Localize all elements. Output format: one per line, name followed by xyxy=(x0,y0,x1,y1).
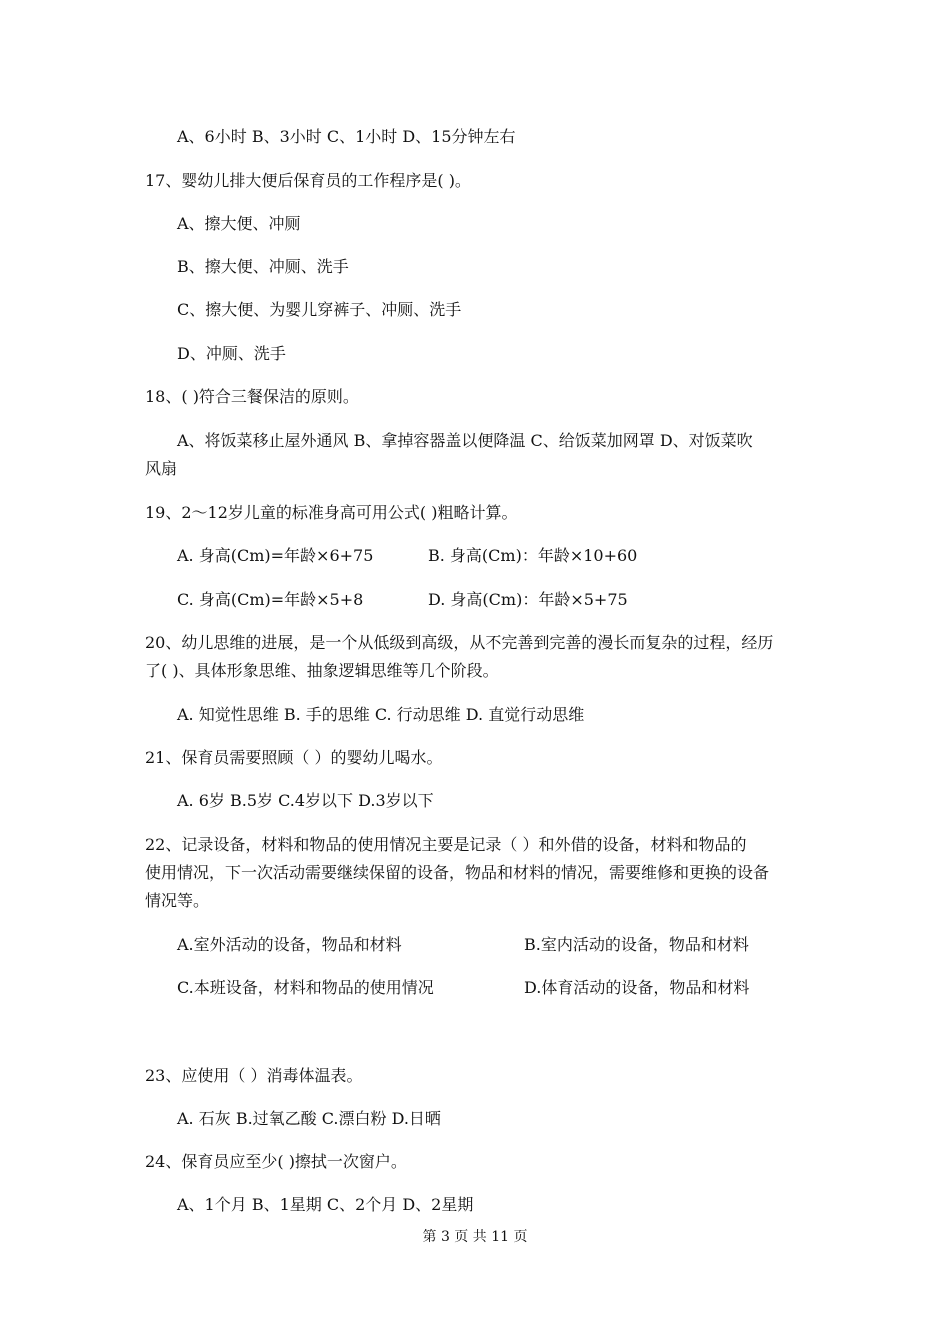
q19-option-a: A. 身高(Cm)=年龄×6+75 xyxy=(177,546,374,565)
q20-stem-line2: 了( )、具体形象思维、抽象逻辑思维等几个阶段。 xyxy=(145,661,499,680)
q23-stem: 23、应使用（ ）消毒体温表。 xyxy=(145,1066,363,1085)
q19-option-c: C. 身高(Cm)=年龄×5+8 xyxy=(177,590,364,609)
q17-option-d: D、冲厕、洗手 xyxy=(177,344,286,363)
q23-options: A. 石灰 B.过氧乙酸 C.漂白粉 D.日晒 xyxy=(177,1109,441,1128)
q22-stem-line3: 情况等。 xyxy=(145,891,210,910)
q19-stem: 19、2～12岁儿童的标准身高可用公式( )粗略计算。 xyxy=(145,503,518,522)
q21-stem: 21、保育员需要照顾（ ）的婴幼儿喝水。 xyxy=(145,748,443,767)
q22-option-c: C.本班设备，材料和物品的使用情况 xyxy=(177,978,434,997)
q20-options: A. 知觉性思维 B. 手的思维 C. 行动思维 D. 直觉行动思维 xyxy=(177,705,585,724)
q22-option-d: D.体育活动的设备，物品和材料 xyxy=(524,978,750,997)
q24-stem: 24、保育员应至少( )擦拭一次窗户。 xyxy=(145,1152,407,1171)
q24-options: A、1个月 B、1星期 C、2个月 D、2星期 xyxy=(177,1195,474,1214)
q16-options: A、6小时 B、3小时 C、1小时 D、15分钟左右 xyxy=(177,127,516,146)
q17-option-b: B、擦大便、冲厕、洗手 xyxy=(177,257,349,276)
q18-options-line2: 风扇 xyxy=(145,459,178,478)
q21-options: A. 6岁 B.5岁 C.4岁以下 D.3岁以下 xyxy=(177,791,434,810)
q22-stem-line2: 使用情况，下一次活动需要继续保留的设备，物品和材料的情况，需要维修和更换的设备 xyxy=(145,863,770,882)
q20-stem-line1: 20、幼儿思维的进展，是一个从低级到高级，从不完善到完善的漫长而复杂的过程，经历 xyxy=(145,633,774,652)
page-number-footer: 第 3 页 共 11 页 xyxy=(422,1229,528,1245)
q22-stem-line1: 22、记录设备，材料和物品的使用情况主要是记录（ ）和外借的设备，材料和物品的 xyxy=(145,835,747,854)
q22-option-a: A.室外活动的设备，物品和材料 xyxy=(177,935,402,954)
q18-stem: 18、( )符合三餐保洁的原则。 xyxy=(145,387,359,406)
q19-option-b: B. 身高(Cm)：年龄×10+60 xyxy=(428,546,638,565)
q17-option-c: C、擦大便、为婴儿穿裤子、冲厕、洗手 xyxy=(177,300,462,319)
q19-option-d: D. 身高(Cm)：年龄×5+75 xyxy=(428,590,628,609)
q17-option-a: A、擦大便、冲厕 xyxy=(177,214,301,233)
q22-option-b: B.室内活动的设备，物品和材料 xyxy=(524,935,749,954)
q18-options-line1: A、将饭菜移止屋外通风 B、拿掉容器盖以便降温 C、给饭菜加网罩 D、对饭菜吹 xyxy=(177,431,753,450)
q17-stem: 17、婴幼儿排大便后保育员的工作程序是( )。 xyxy=(145,171,471,190)
